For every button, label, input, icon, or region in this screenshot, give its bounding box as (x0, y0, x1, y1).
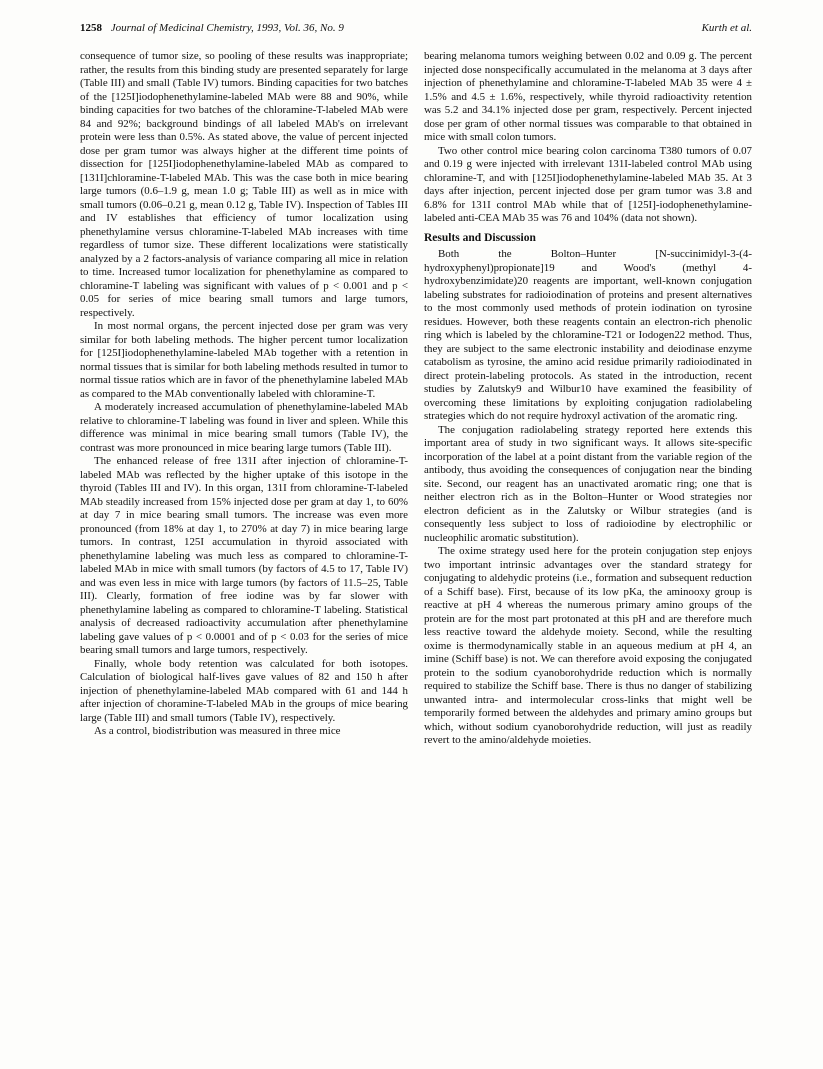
running-head-left (80, 22, 344, 34)
running-head (80, 22, 752, 38)
body-paragraph: bearing melanoma tumors weighing between 0.02 and 0.09 g. The percent injected dose nonspecifically accumulated in the melanoma at 3 days after injection of phenethylamine and chloramine-T-labeled MAb 35 were 4 ± 1.5% and 4.5 ± 1.6%, respectively, while thyroid radioactivity retention was 5.2 and 34.1% injected dose per gram, respectively. Percent injected dose per gram of other normal tissues was comparable to that obtained in mice with small colon tumors. (424, 50, 752, 143)
body-paragraph: The conjugation radiolabeling strategy reported here extends this important area of study in two significant ways. It allows site-specific incorporation of the label at a point distant from the variable region of the antibody, thus avoiding the consequences of conjugation near the binding site. Second, our reagent has an unactivated aromatic ring; one that is neither electron rich as in the Bolton–Hunter or Wood strategies nor electron deficient as in the Zalutsky or Wilbur strategies (and is consequently less subject to loss of radioiodine by electrophilic or nucleophilic aromatic substitution). (424, 423, 752, 544)
body-paragraph: As a control, biodistribution was measured in three mice (94, 725, 341, 737)
body-paragraph: Finally, whole body retention was calculated for both isotopes. Calculation of biological half-lives gave values of 82 and 150 h after injection of phenethylamine-labeled MAb compared with 61 and 144 h after injection of choramine-T-labeled MAb in the groups of mice bearing large (Table III) and small tumors (Table IV), respectively. (80, 657, 408, 724)
body-paragraph: The enhanced release of free 131I after injection of chloramine-T-labeled MAb was reflected by the higher uptake of this isotope in the thyroid (Tables III and IV). In this organ, 131I from chloramine-T-labeled MAb steadily increased from 15% injected dose per gram at day 1, to 60% at day 7 in mice bearing small tumors. The increase was even more pronounced (from 18% at day 1, to 270% at day 7) in mice bearing large tumors. In contrast, 125I accumulation in thyroid associated with phenethylamine labeling was much less as compared to chloramine-T-labeled MAb in mice with small tumors (by factors of 4.5 to 17, Table IV) and was even less in mice with large tumors (by factors of 11.5–25, Table III). Clearly, formation of free iodine was by far slower with phenethylamine labeling as compared to chloramine-T labeling. Statistical analysis of decreased radioactivity accumulation after phenethylamine labeling gave values of p < 0.0001 and of p < 0.03 for the series of mice bearing small tumors and large tumors, respectively. (80, 455, 408, 656)
right-column (424, 50, 752, 748)
section-heading: Results and Discussion (424, 231, 536, 244)
body-paragraph: In most normal organs, the percent injected dose per gram was very similar for both labeling methods. The higher percent tumor localization for [125I]iodophenethylamine-labeled MAb together with a retention in normal tissues that is similar for both labeling methods resulted in tumor to normal tissue ratios which are in favor of the phenethylamine labeled MAb as compared to the MAb conventionally labeled with chloramine-T. (80, 320, 408, 400)
journal-citation: Journal of Medicinal Chemistry, 1993, Vol. 36, No. 9 (110, 22, 344, 34)
body-paragraph: Both the Bolton–Hunter [N-succinimidyl-3-(4-hydroxyphenyl)propionate]19 and Wood's (methyl 4-hydroxybenzimidate)20 reagents are important, well-known conjugation labeling substrates for radioiodination of proteins and present alternatives to the most commonly used methods of protein iodination on tyrosine residues. However, both these reagents contain an electron-rich phenolic ring which is labeled by the chloramine-T21 or Iodogen22 method. Thus, they are subject to the same electronic instability and deiodinase enzyme catabolism as tyrosine, the amino acid residue primarily radioiodinated in direct protein-labeling protocols. As stated in the introduction, recent studies by Zalutsky9 and Wilbur10 have examined the feasibility of overcoming these limitations by exploiting conjugation radiolabeling strategies which do not require hydroxyl activation of the aromatic ring. (424, 248, 752, 422)
body-paragraph: The oxime strategy used here for the protein conjugation step enjoys two important intrinsic advantages over the standard strategy for conjugating to aldehydic proteins (i.e., formation and subsequent reduction of a Schiff base). First, because of its low pKa, the aminooxy group is reactive at pH 4 whereas the numerous primary amino groups of the protein are for the most part protonated at this pH and are therefore much less reactive toward the aldehyde moiety. Second, while the resulting oxime is thermodynamically stable in an aqueous medium at pH 4, an imine (Schiff base) is not. We can therefore avoid exposing the conjugated protein to the sodium cyanoborohydride reduction which is normally required to stabilize the Schiff base. There is thus no danger of stabilizing unwanted intra- and intermolecular cross-links that might well be temporarily formed between the aldehydes and primary amino groups but which, without sodium cyanoborohydride reduction, will just as readily revert to the amino/aldehyde moieties. (424, 545, 752, 746)
left-column (80, 50, 408, 739)
body-paragraph: Two other control mice bearing colon carcinoma T380 tumors of 0.07 and 0.19 g were injected with irrelevant 131I-labeled control MAb using chloramine-T, and with [125I]iodophenethylamine-labeled MAb 35. At 3 days after injection, percent injected dose per gram tumor was 3.8 and 6.8% for 131I control MAb while that of [125I]-iodophenethylamine-labeled anti-CEA MAb 35 was 76 and 104% (data not shown). (424, 144, 752, 224)
body-paragraph: A moderately increased accumulation of phenethylamine-labeled MAb relative to chloramine-T labeling was found in liver and spleen. While this difference was minimal in mice bearing small tumors (Table IV), the contrast was more pronounced in mice bearing large tumors (Table III). (80, 401, 408, 454)
running-head-authors: Kurth et al. (701, 22, 752, 34)
page-number: 1258 (80, 22, 102, 34)
body-paragraph: consequence of tumor size, so pooling of these results was inappropriate; rather, the results from this binding study are presented separately for large (Table III) and small (Table IV) tumors. Binding capacities for two batches of the [125I]iodophenethylamine-labeled MAb were 88 and 90%, while binding capacities for two batches of the chloramine-T-labeled MAb were 84 and 92%; background bindings of all labeled MAb's on irrelevant protein were less than 0.5%. As stated above, the value of percent injected dose per gram tumor was always higher at the different time points of dissection for [125I]iodophenethylamine-labeled MAb as compared to [131I]chloramine-T-labeled MAb. This was the case both in mice bearing large tumors (0.6–1.9 g, mean 1.0 g; Table III) as well as in mice with small tumors (0.06–0.21 g, mean 0.12 g, Table IV). Inspection of Tables III and IV establishes that efficiency of tumor localization using phenethylamine versus chloramine-T-labeled MAb increases with time regardless of tumor size. These different localizations were statistically analyzed by a 2 factors-analysis of variance comparing all mice in relation to time. Increased tumor localization for phenethylamine as compared to chloramine-T labeling was significant with values of p < 0.001 and p < 0.05 for series of mice bearing small tumors and large tumors, respectively. (80, 50, 408, 319)
